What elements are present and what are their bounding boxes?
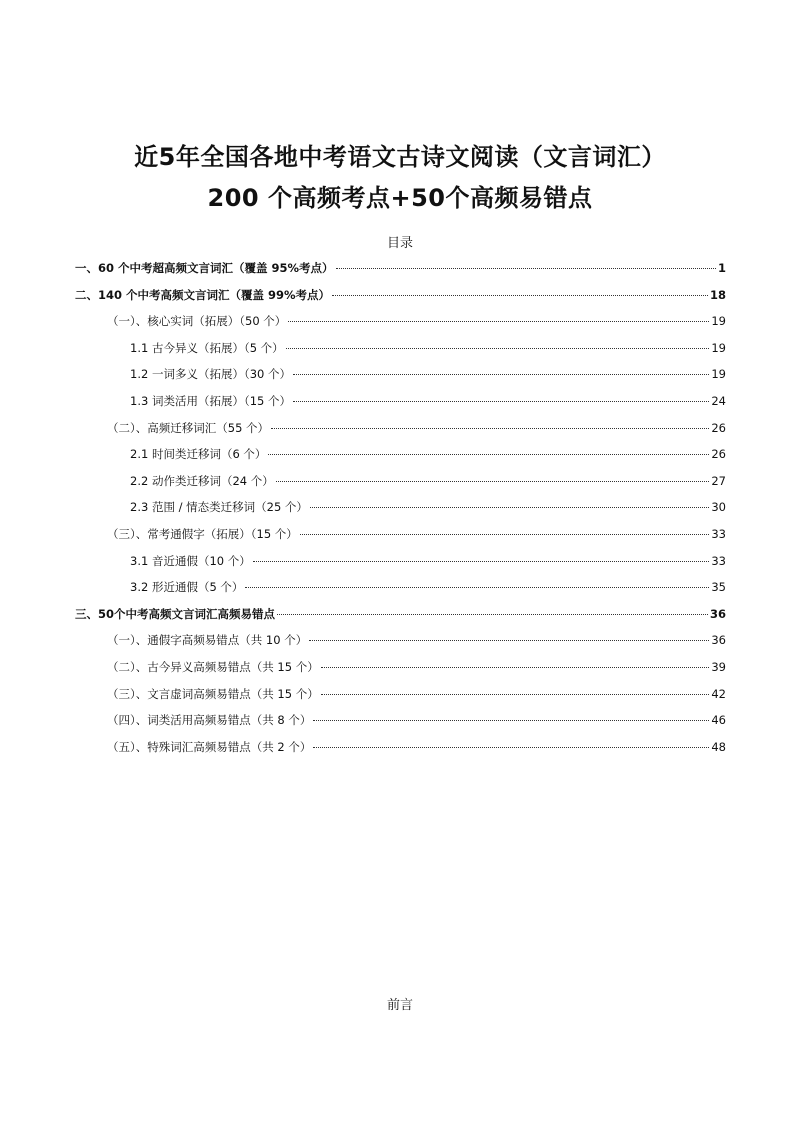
toc-entry-label: 2.3 范围 / 情态类迁移词（25 个） xyxy=(130,500,308,515)
toc-dot-leader xyxy=(245,587,709,588)
toc-entry-page-number: 36 xyxy=(711,633,726,648)
toc-dot-leader xyxy=(276,481,710,482)
toc-entry-label: 3.2 形近通假（5 个） xyxy=(130,580,244,595)
toc-dot-leader xyxy=(286,348,710,349)
toc-dot-leader xyxy=(293,401,709,402)
table-of-contents xyxy=(75,260,726,765)
toc-entry-page-number: 26 xyxy=(711,447,726,462)
toc-entry[interactable] xyxy=(75,393,726,420)
toc-entry-page-number: 1 xyxy=(717,261,726,275)
toc-entry[interactable] xyxy=(75,712,726,739)
toc-dot-leader xyxy=(293,374,709,375)
toc-entry[interactable] xyxy=(75,659,726,686)
toc-entry[interactable] xyxy=(75,686,726,713)
toc-entry[interactable] xyxy=(75,340,726,367)
toc-dot-leader xyxy=(309,640,709,641)
toc-entry-page-number: 36 xyxy=(709,606,726,621)
toc-dot-leader xyxy=(300,534,710,535)
toc-dot-leader xyxy=(310,507,709,508)
toc-entry[interactable] xyxy=(75,526,726,553)
toc-dot-leader xyxy=(336,268,716,269)
toc-entry-label: （五）、特殊词汇高频易错点（共 2 个） xyxy=(107,739,312,754)
toc-entry-label: 1.3 词类活用（拓展）（15 个） xyxy=(130,393,291,408)
toc-entry-page-number: 26 xyxy=(711,420,726,435)
toc-entry-page-number: 19 xyxy=(711,367,726,382)
toc-entry-page-number: 42 xyxy=(711,686,726,701)
toc-entry-page-number: 24 xyxy=(711,393,726,408)
toc-dot-leader xyxy=(313,747,709,748)
toc-entry-page-number: 27 xyxy=(711,473,726,488)
toc-entry-page-number: 33 xyxy=(711,526,726,541)
toc-entry-page-number: 48 xyxy=(711,739,726,754)
toc-entry-page-number: 19 xyxy=(711,314,726,329)
toc-entry[interactable] xyxy=(75,553,726,580)
toc-entry[interactable] xyxy=(75,606,726,633)
toc-entry[interactable] xyxy=(75,579,726,606)
toc-entry[interactable] xyxy=(75,420,726,447)
toc-entry-label: 1.1 古今异义（拓展）（5 个） xyxy=(130,340,284,355)
toc-entry-label: （四）、词类活用高频易错点（共 8 个） xyxy=(107,713,312,728)
toc-entry-label: 3.1 音近通假（10 个） xyxy=(130,553,251,568)
document-title: 近5年全国各地中考语文古诗文阅读（文言词汇） xyxy=(134,143,666,171)
toc-entry-page-number: 30 xyxy=(711,500,726,515)
toc-dot-leader xyxy=(253,561,710,562)
toc-entry-label: （三）、常考通假字（拓展）（15 个） xyxy=(107,526,298,541)
toc-entry-page-number: 19 xyxy=(711,340,726,355)
document-subtitle: 200 个高频考点+50个高频易错点 xyxy=(207,184,593,212)
toc-entry-page-number: 46 xyxy=(711,713,726,728)
toc-entry-page-number: 39 xyxy=(711,659,726,674)
toc-entry[interactable] xyxy=(75,499,726,526)
toc-entry-label: （三）、文言虚词高频易错点（共 15 个） xyxy=(107,686,319,701)
toc-entry-page-number: 35 xyxy=(711,580,726,595)
toc-entry[interactable] xyxy=(75,446,726,473)
toc-heading: 目录 xyxy=(386,236,413,251)
toc-entry-label: 二、140 个中考高频文言词汇（覆盖 99%考点） xyxy=(75,287,331,302)
toc-entry[interactable] xyxy=(75,260,726,287)
toc-entry-label: 2.2 动作类迁移词（24 个） xyxy=(130,473,274,488)
toc-dot-leader xyxy=(321,667,710,668)
toc-dot-leader xyxy=(288,321,709,322)
preface-heading: 前言 xyxy=(386,998,413,1013)
toc-entry[interactable] xyxy=(75,739,726,766)
toc-entry-label: （二）、古今异义高频易错点（共 15 个） xyxy=(107,659,319,674)
toc-entry[interactable] xyxy=(75,473,726,500)
toc-entry-label: 三、50个中考高频文言词汇高频易错点 xyxy=(75,606,276,621)
toc-dot-leader xyxy=(271,428,709,429)
toc-entry[interactable] xyxy=(75,366,726,393)
toc-entry-label: 一、60 个中考超高频文言词汇（覆盖 95%考点） xyxy=(75,261,334,275)
toc-entry[interactable] xyxy=(75,313,726,340)
toc-entry[interactable] xyxy=(75,632,726,659)
toc-dot-leader xyxy=(313,720,709,721)
toc-entry-page-number: 33 xyxy=(711,553,726,568)
toc-entry[interactable] xyxy=(75,287,726,314)
toc-entry-label: 1.2 一词多义（拓展）（30 个） xyxy=(130,367,291,382)
toc-dot-leader xyxy=(277,614,708,615)
toc-dot-leader xyxy=(321,694,710,695)
toc-entry-page-number: 18 xyxy=(709,287,726,302)
toc-entry-label: （一）、核心实词（拓展）（50 个） xyxy=(107,314,287,329)
toc-entry-label: （二）、高频迁移词汇（55 个） xyxy=(107,420,270,435)
toc-entry-label: 2.1 时间类迁移词（6 个） xyxy=(130,447,267,462)
toc-dot-leader xyxy=(332,295,708,296)
toc-entry-label: （一）、通假字高频易错点（共 10 个） xyxy=(107,633,308,648)
toc-dot-leader xyxy=(268,454,709,455)
